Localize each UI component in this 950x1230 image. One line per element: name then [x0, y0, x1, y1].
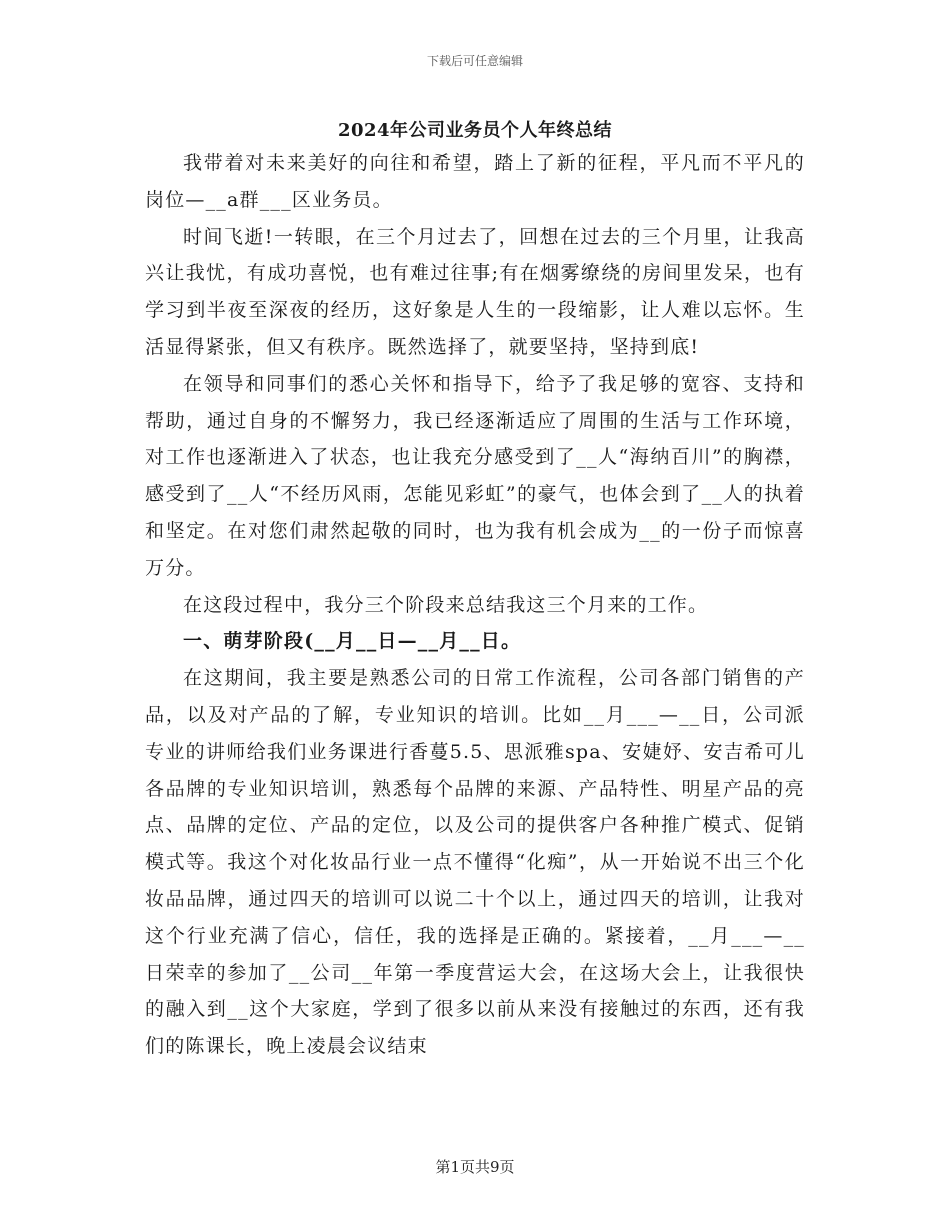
paragraph-summary-intro: 在这段过程中，我分三个阶段来总结我这三个月来的工作。	[183, 593, 709, 616]
document-title: 2024年公司业务员个人年终总结	[337, 120, 613, 141]
paragraph-guidance: 在领导和同事们的悉心关怀和指导下，给予了我足够的宽容、支持和帮助，通过自身的不懈努力，我已经逐渐适应了周围的生活与工作环境，对工作也逐渐进入了状态，也让我充分感受到了__人“海纳百川”的胸襟，感受到了__人“不经历风雨，怎能见彩虹”的豪气，也体会到了__人的执着和坚定。在对您们肃然起敬的同时，也为我有机会成为__的一份子而惊喜万分。	[145, 372, 805, 579]
paragraph-time: 时间飞逝!一转眼，在三个月过去了，回想在过去的三个月里，让我高兴让我忧，有成功喜悦，也有难过往事;有在烟雾缭绕的房间里发呆，也有学习到半夜至深夜的经历，这好象是人生的一段缩影，让人难以忘怀。生活显得紧张，但又有秩序。既然选择了，就要坚持，坚持到底!	[145, 225, 805, 358]
page-footer: 第1页共9页	[435, 1158, 515, 1176]
paragraph-intro: 我带着对未来美好的向往和希望，踏上了新的征程，平凡而不平凡的岗位—__a群___区业务员。	[145, 152, 805, 211]
section-heading-stage-one: 一、萌芽阶段(__月__日—__月__日。	[183, 630, 522, 653]
paragraph-stage-one: 在这期间，我主要是熟悉公司的日常工作流程，公司各部门销售的产品，以及对产品的了解，专业知识的培训。比如__月___—__日，公司派专业的讲师给我们业务课进行香蔓5.5、思派雅spa、安婕妤、安吉希可儿各品牌的专业知识培训，熟悉每个品牌的来源、产品特性、明星产品的亮点、品牌的定位、产品的定位，以及公司的提供客户各种推广模式、促销模式等。我这个对化妆品行业一点不懂得“化痴”，从一开始说不出三个化妆品品牌，通过四天的培训可以说二十个以上，通过四天的培训，让我对这个行业充满了信心，信任，我的选择是正确的。紧接着，__月___—__日荣幸的参加了__公司__年第一季度营运大会，在这场大会上，让我很快的融入到__这个大家庭，学到了很多以前从来没有接触过的东西，还有我们的陈课长，晚上凌晨会议结束	[145, 667, 805, 1058]
header-note: 下载后可任意编辑	[426, 54, 523, 68]
document-body	[145, 145, 805, 1065]
